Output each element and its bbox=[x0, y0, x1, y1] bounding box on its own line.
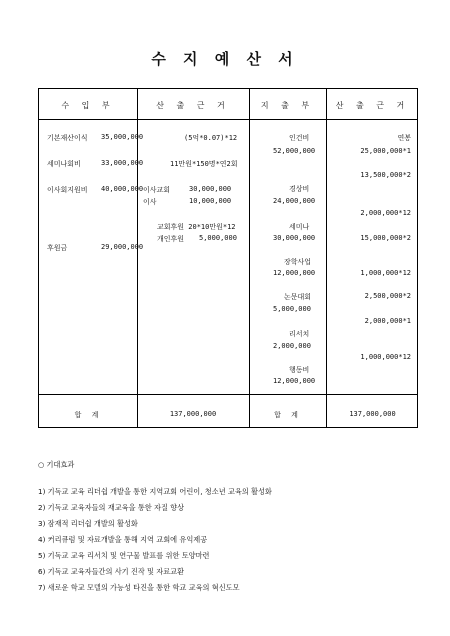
expected-effects bbox=[38, 460, 272, 596]
expense-amount: 24,000,000 bbox=[273, 197, 316, 205]
income-label: 이사회지원비 bbox=[47, 186, 88, 194]
total-amount: 137,000,000 bbox=[169, 410, 217, 418]
effect-item: 3) 잠재적 리더쉽 개발의 활성화 bbox=[38, 519, 138, 528]
header-basis: 산 출 근 거 bbox=[156, 101, 230, 110]
basis-text: (5억*0.07)*12 bbox=[184, 134, 238, 142]
basis-text: 연봉 bbox=[397, 134, 411, 142]
basis-text: 25,000,000*1 bbox=[360, 147, 411, 155]
expense-amount: 5,000,000 bbox=[273, 305, 311, 313]
effect-item: 1) 기독교 교육 리더쉽 개발을 통한 지역교회 어린이, 청소년 교육의 활성화 bbox=[38, 487, 272, 496]
income-amount: 29,000,000 bbox=[101, 243, 144, 251]
document-title: 수 지 예 산 서 bbox=[151, 50, 299, 68]
expense-label: 행동비 bbox=[289, 366, 310, 374]
basis-text: 1,000,000*12 bbox=[360, 353, 411, 361]
effect-item: 2) 기독교 교육자들의 재교육을 통한 자질 향상 bbox=[38, 503, 185, 512]
expense-amount: 52,000,000 bbox=[273, 147, 316, 155]
income-label: 세미나회비 bbox=[47, 160, 81, 168]
effect-item: 4) 커리큐럼 및 자료개발을 통해 지역 교회에 유익제공 bbox=[38, 535, 208, 544]
total-divider bbox=[39, 394, 417, 395]
basis-text: 개인후원 bbox=[157, 235, 185, 243]
basis-text: 15,000,000*2 bbox=[360, 234, 411, 242]
expense-label: 인건비 bbox=[289, 134, 310, 142]
basis-text: 이사 bbox=[143, 198, 157, 206]
income-label: 후원금 bbox=[47, 244, 68, 252]
effect-item: 6) 기독교 교육자들간의 사기 진작 및 자료교환 bbox=[38, 567, 185, 576]
total-label: 합 계 bbox=[274, 411, 301, 419]
basis-text: 2,000,000*1 bbox=[364, 317, 411, 325]
basis-text: 1,000,000*12 bbox=[360, 269, 411, 277]
basis-text: 이사교회 bbox=[143, 186, 171, 194]
header-expense: 지 출 부 bbox=[260, 101, 315, 110]
header-basis: 산 출 근 거 bbox=[335, 101, 410, 110]
income-amount: 40,000,000 bbox=[101, 185, 144, 193]
column-divider bbox=[249, 89, 250, 427]
basis-text: 교회후원 20*10만원*12 bbox=[157, 223, 236, 231]
basis-text: 2,000,000*12 bbox=[360, 209, 411, 217]
basis-text: 10,000,000 bbox=[189, 197, 232, 205]
basis-text: 30,000,000 bbox=[189, 185, 232, 193]
expense-amount: 2,000,000 bbox=[273, 342, 311, 350]
effect-item: 7) 새로운 학교 모델의 가능성 타진을 통한 학교 교육의 혁신도모 bbox=[38, 583, 240, 592]
total-label: 합 계 bbox=[74, 411, 102, 419]
expense-label: 경상비 bbox=[289, 185, 310, 193]
income-amount: 33,000,000 bbox=[101, 159, 144, 167]
effects-heading: ○ 기대효과 bbox=[38, 460, 75, 469]
income-amount: 35,000,000 bbox=[101, 133, 144, 141]
basis-text: 11만원*150명*연2회 bbox=[170, 160, 238, 168]
effect-item: 5) 기독교 교육 리서치 및 연구물 발표를 위한 토양마련 bbox=[38, 551, 210, 560]
header-income: 수 입 부 bbox=[61, 101, 115, 110]
header-divider bbox=[39, 119, 417, 120]
expense-label: 세미나 bbox=[289, 223, 310, 231]
total-amount: 137,000,000 bbox=[349, 410, 396, 418]
budget-table bbox=[38, 88, 418, 428]
expense-label: 리서치 bbox=[289, 330, 310, 338]
basis-text: 13,500,000*2 bbox=[360, 171, 411, 179]
expense-label: 장학사업 bbox=[284, 258, 312, 266]
basis-text: 5,000,000 bbox=[199, 234, 237, 242]
expense-amount: 12,000,000 bbox=[273, 377, 316, 385]
expense-amount: 12,000,000 bbox=[273, 269, 316, 277]
income-label: 기본재산이식 bbox=[47, 134, 88, 142]
basis-text: 2,500,000*2 bbox=[364, 292, 411, 300]
expense-amount: 30,000,000 bbox=[273, 234, 316, 242]
expense-label: 논문대회 bbox=[284, 293, 312, 301]
column-divider bbox=[326, 89, 327, 427]
